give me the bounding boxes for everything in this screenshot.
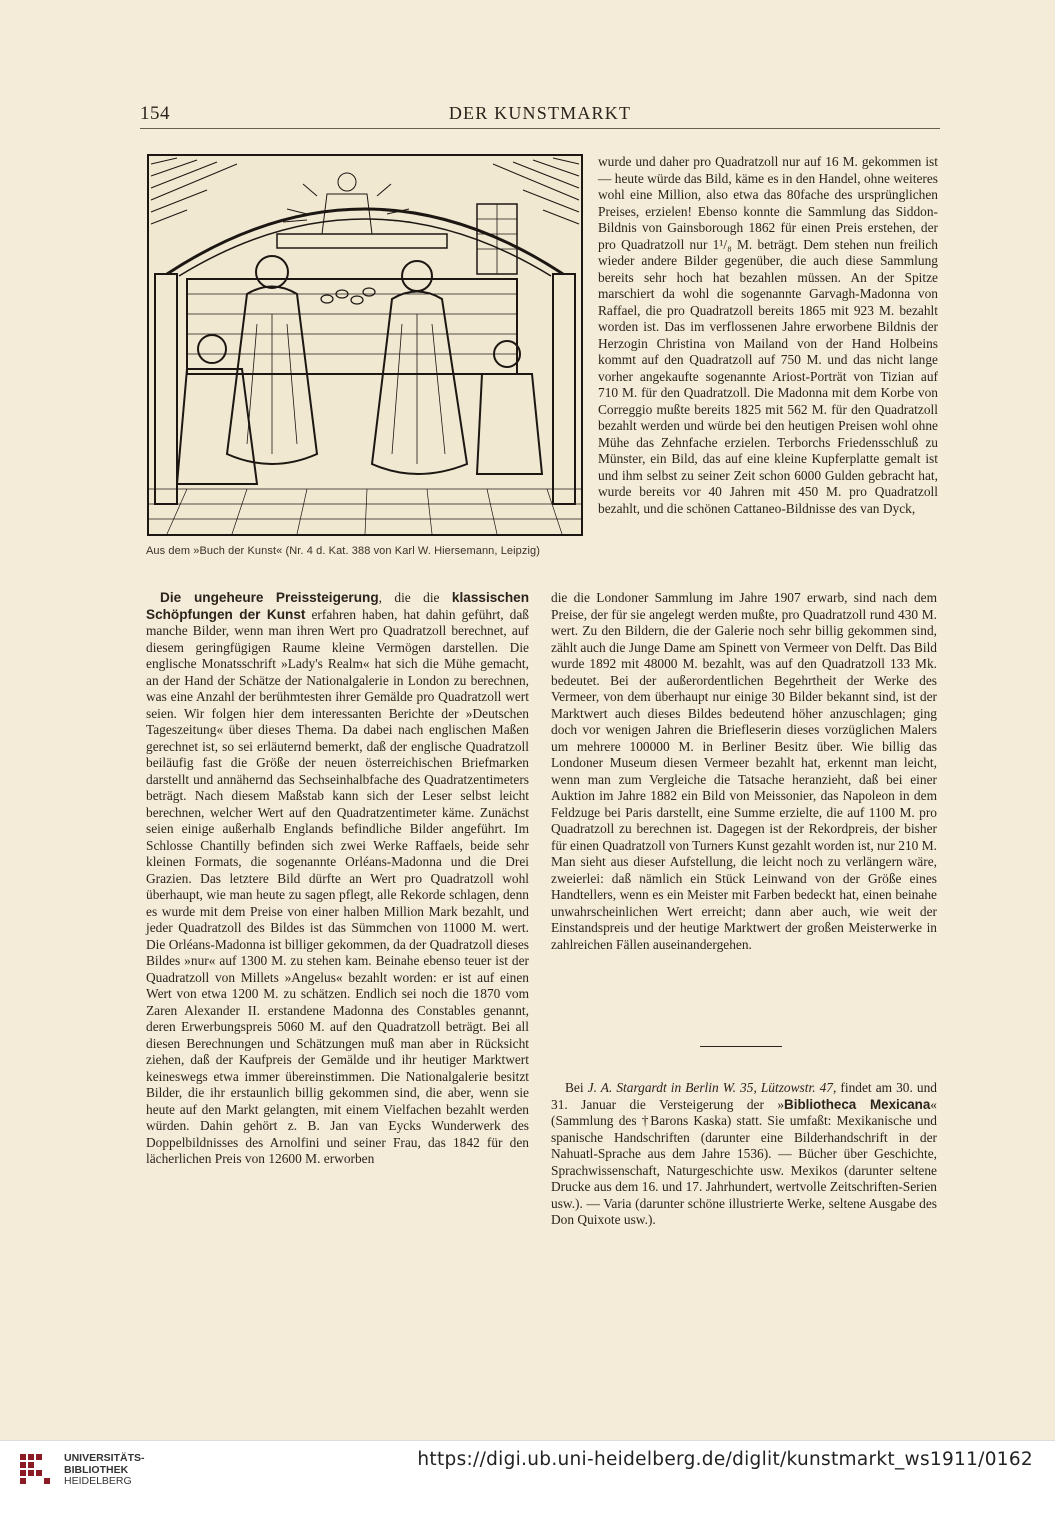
woodcut-illustration: [147, 154, 583, 536]
notice-bold: Bibliotheca Mexicana: [784, 1096, 931, 1112]
lead-mid: , die die: [378, 590, 440, 605]
lead-bold-3: klassischen Schöpfungen der Kunst: [146, 590, 530, 622]
header-rule: [140, 128, 940, 129]
figure-caption: Aus dem »Buch der Kunst« (Nr. 4 d. Kat. 388 von Karl W. Hiersemann, Leipzig): [146, 545, 541, 557]
notice-paragraph: [551, 1080, 937, 1229]
auction-notice: [551, 1080, 937, 1229]
library-line-2: BIBLIOTHEK: [64, 1463, 129, 1476]
page-header: [140, 103, 940, 129]
lead-bold-2: Preissteigerung: [275, 590, 379, 605]
section-divider: [700, 1046, 782, 1047]
library-line-1: UNIVERSITÄTS-: [64, 1452, 145, 1464]
library-name: [64, 1453, 145, 1488]
right-column-text: die die Londoner Sammlung im Jahre 1907 erwarb, sind nach dem Preise, der für sie angelegt werden mußte, pro Quadratzoll rund 430 M. wert. Zu den Bildern, die der Galerie noch sehr billig gekommen sind, zählt auch die Junge Dame am Spinett von Vermeer von Delft. Das Bild wurde 1892 mit 48000 M. bezahlt, was auf den Quadratzoll 133 Mk. bedeutet. Bei der außerordentlichen Begehrtheit der Werke des Vermeer, von dem überhaupt nur einige 30 Bilder bekannt sind, ist der Marktwert auch dieses Bildes bedeutend höher anzuschlagen; ging doch vor wenigen Jahren die Briefleserin dieses vorzüglichen Malers um mehrere 100000 M. in Berliner Besitz über. Wie billig das Londoner Museum diesen Vermeer bezahlt hat, erkennt man leicht, wenn man zum Vergleiche die Tatsache heranzieht, daß bei einer Auktion im Jahre 1882 ein Bild von Meissonier, das Napoleon in dem Feldzuge bei Paris darstellt, eine Summe erzielte, die auf 1100 M. pro Quadratzoll zu berechnen ist. Dagegen ist der Rekordpreis, der bisher für einen Quadratzoll von Turners Kunst gezahlt worden ist, nur 210 M. Man sieht aus dieser Aufstellung, die leicht noch zu verlängern wäre, zweierlei: daß nämlich ein Stück Leinwand von der Größe eines Handtellers, wenn es ein Meister mit Farben bedeckt hat, einen beinahe unwahrscheinlichen Wert erreicht; dann aber auch, wie weit der Einstandspreis und der heutige Marktwert der großen Meisterwerke in zahlreichen Fällen auseinandergehen.: [551, 590, 937, 952]
notice-prefix: Bei: [565, 1080, 588, 1095]
source-url-link[interactable]: https://digi.ub.uni-heidelberg.de/diglit/kunstmarkt_ws1911/0162: [417, 1449, 1033, 1470]
wrap-text-column: [598, 154, 938, 517]
library-line-3: HEIDELBERG: [64, 1475, 132, 1487]
wrap-paragraph: wurde und daher pro Quadratzoll nur auf 16 M. gekommen ist — heute würde das Bild, käme es in den Handel, ohne weiteres wohl eine Million, also etwa das 80fache des ursprünglichen Preises, erzielen! Ebenso konnte die Sammlung das Siddon-Bildnis von Gainsborough 1862 für einen Preis erstehen, der pro Quadratzoll nur 1¹/₈ M. beträgt. Dem stehen nun freilich wieder andere Bilder gegenüber, die auch diese Sammlung bereits sehr hoch hat bezahlen müssen. An der Spitze marschiert da wohl die sogenannte Garvagh-Madonna von Raffael, die pro Quadratzoll bereits 1865 mit 923 M. bezahlt worden ist. Das im verflossenen Jahre erworbene Bildnis der Herzogin Christina von Mailand von der Hand Holbeins kommt auf den Quadratzoll auf 750 M. und das nicht lange vorher angekaufte sogenannte Ariost-Porträt von Tizian auf 710 M. für den Quadratzoll. Die Madonna mit dem Korbe von Correggio mußte bereits 1825 mit 562 M. für den Quadratzoll bezahlt werden und würde bei den heutigen Preisen wohl ohne Mühe das Zehnfache erzielen. Terborchs Friedensschluß zu Münster, ein Bild, das auf eine kleine Kupferplatte gemalt ist und ihm selbst zu seiner Zeit schon 6000 Gulden gebracht hat, wurde bereits vor 40 Jahren mit 450 M. pro Quadratzoll bezahlt, und die schönen Cattaneo-Bildnisse des van Dyck,: [598, 154, 938, 516]
woodcut-icon: [147, 154, 583, 536]
notice-italic: J. A. Stargardt in Berlin W. 35, Lützowstr. 47,: [587, 1080, 837, 1095]
university-library-logo-icon[interactable]: [18, 1452, 54, 1488]
lead-bold-1: Die ungeheure: [160, 590, 264, 605]
running-head: DER KUNSTMARKT: [448, 103, 632, 123]
article-paragraph: [146, 590, 529, 1168]
notice-mid: findet am 30. und 31. Januar die Versteigerung der »: [551, 1080, 937, 1112]
left-column-text: erfahren haben, hat dahin geführt, daß manche Bilder, wenn man ihren Wert pro Quadratzoll berechnet, auf diesem geringfügigen Raume kleine Vermögen darstellen. Die englische Monatsschrift »Lady's Realm« hat sich die Mühe gemacht, an der Hand der Schätze der Nationalgalerie in London zu berechnen, was eine Anzahl der berühmtesten ihrer Gemälde pro Quadratzoll wert seien. Wir folgen hier dem interessanten Berichte der »Deutschen Tageszeitung« über dieses Thema. Da dabei nach englischen Maßen gerechnet ist, so sei erläuternd bemerkt, daß der englische Quadratzoll beiläufig fast die Größe der neuen österreichischen Briefmarken darstellt und annähernd das Sechseinhalbfache des Quadratzentimeters beträgt. Nach diesem Maßstab kann sich der Leser selbst leicht berechnen, welcher Wert auf den Quadratzentimeter käme. Zunächst seien einige außerhalb Englands befindliche Bilder angeführt. Im Schlosse Chantilly befinden sich zwei Werke Raffaels, beide sehr kleinen Formats, die sogenannte Orléans-Madonna und die Drei Grazien. Das letztere Bild dürfte an Wert pro Quadratzoll wohl überhaupt, wie man heute zu sagen pflegt, alle Rekorde schlagen, denn es wurde mit dem Preise von einer halben Million Mark bezahlt, und jeder Quadratzoll des Bildes ist das Sümmchen von 11000 M. wert. Die Orléans-Madonna ist billiger gekommen, da der Quadratzoll dieses Bildes »nur« auf 1300 M. zu stehen kam. Beinahe ebenso teuer ist der Quadratzoll von Millets »Angelus« bezahlt worden: er ist auf einen Wert von etwa 1200 M. zu schätzen. Endlich sei noch die 1870 vom Zaren Alexander II. erstandene Madonna des Constables genannt, deren Erwerbungspreis 5060 M. auf den Quadratzoll beträgt. Bei all diesen Berechnungen und Schätzungen muß man aber in Rücksicht ziehen, daß der Kaufpreis der Gemälde und ihr heutiger Marktwert keineswegs etwa immer übereinstimmen. Die Nationalgalerie besitzt Bilder, die ihr erstaunlich billig gekommen sind, die aber, wenn sie heute auf den Markt gelangten, mit einem Vielfachen bezahlt werden würden. Dahin gehört z. B. Jan van Eycks Wunderwerk des Doppelbildnisses des Arnolfini und seiner Frau, das 1842 für den lächerlichen Preis von 12600 M. erworben: [146, 606, 530, 1166]
notice-rest: « (Sammlung des †Barons Kaska) statt. Sie umfaßt: Mexikanische und spanische Handschriften (darunter eine Bilderhandschrift in der Nahuatl-Sprache aus dem Jahre 1536). — Bücher über Geschichte, Sprachwissenschaft, Naturgeschichte usw. Mexikos (darunter seltene Drucke aus dem 16. und 17. Jahrhundert, wertvolle Zeitschriften-Serien usw.). — Varia (darunter schöne illustrierte Werke, seltene Ausgabe des Don Quixote usw.).: [551, 1096, 937, 1227]
left-column: [146, 590, 529, 1168]
right-column: [551, 590, 937, 953]
page-number: 154: [140, 103, 170, 124]
